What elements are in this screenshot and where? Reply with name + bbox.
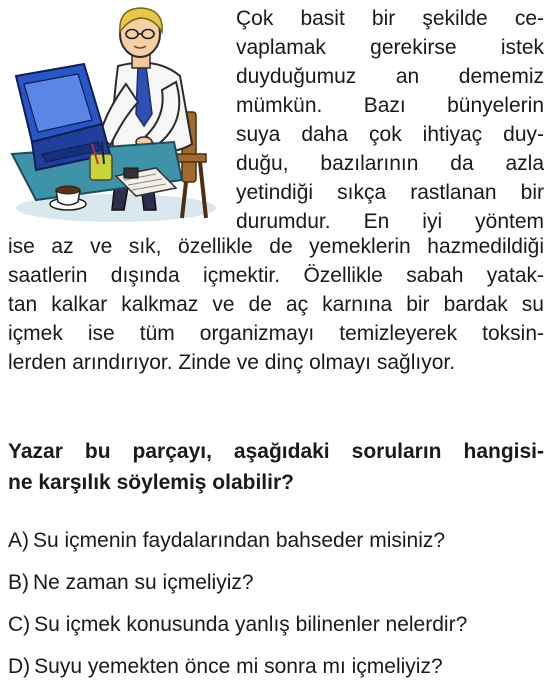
phone — [124, 168, 138, 178]
question-line: Yazar bu parçayı, aşağıdaki soruların hangisi- — [8, 440, 544, 463]
passage-line: durumdur. En iyi yöntem — [236, 210, 544, 233]
option-c[interactable] — [8, 604, 548, 646]
option-b[interactable] — [8, 562, 548, 604]
passage-line: tan kalkar kalkmaz ve de aç karnına bir bardak su — [8, 293, 544, 316]
passage-line: duğu, bazılarının da azla — [236, 152, 544, 175]
passage-line: saatlerin dışında içmektir. Özellikle sabah yatak- — [8, 264, 544, 287]
passage-line: lerden arındırıyor. Zinde ve dinç olmayı sağlıyor. — [8, 351, 456, 374]
passage-line: yetindiği sıkça rastlanan bir — [236, 181, 544, 204]
passage-line: ise az ve sık, özellikle de yemeklerin hazmedildiği — [8, 235, 544, 258]
option-text: Ne zaman su içmeliyiz? — [33, 571, 254, 594]
option-letter: C) — [8, 613, 31, 636]
question-line: ne karşılık söylemiş olabilir? — [8, 471, 294, 494]
passage-line: duyduğumuz an dememiz — [236, 65, 544, 88]
option-text: Suyu yemekten önce mi sonra mı içmeliyiz? — [34, 655, 443, 678]
passage-line: mümkün. Bazı bünyelerin — [236, 94, 544, 117]
answer-options — [8, 520, 548, 688]
option-letter: A) — [8, 529, 29, 552]
passage-line: içmek ise tüm organizmayı temizleyerek toksin- — [8, 322, 544, 345]
passage-line: Çok basit bir şekilde ce- — [236, 7, 544, 30]
man-at-computer-illustration — [6, 4, 228, 226]
option-letter: D) — [8, 655, 31, 678]
option-d[interactable] — [8, 646, 548, 688]
passage-bottom — [8, 232, 544, 377]
passage-line: vaplamak gerekirse istek — [236, 36, 544, 59]
option-letter: B) — [8, 571, 29, 594]
option-text: Su içmek konusunda yanlış bilinenler nelerdir? — [34, 613, 468, 636]
passage-top — [236, 4, 544, 236]
option-a[interactable] — [8, 520, 548, 562]
passage-line: suya daha çok ihtiyaç duy- — [236, 123, 544, 146]
option-text: Su içmenin faydalarından bahseder misiniz? — [33, 529, 446, 552]
question-stem — [8, 436, 544, 498]
